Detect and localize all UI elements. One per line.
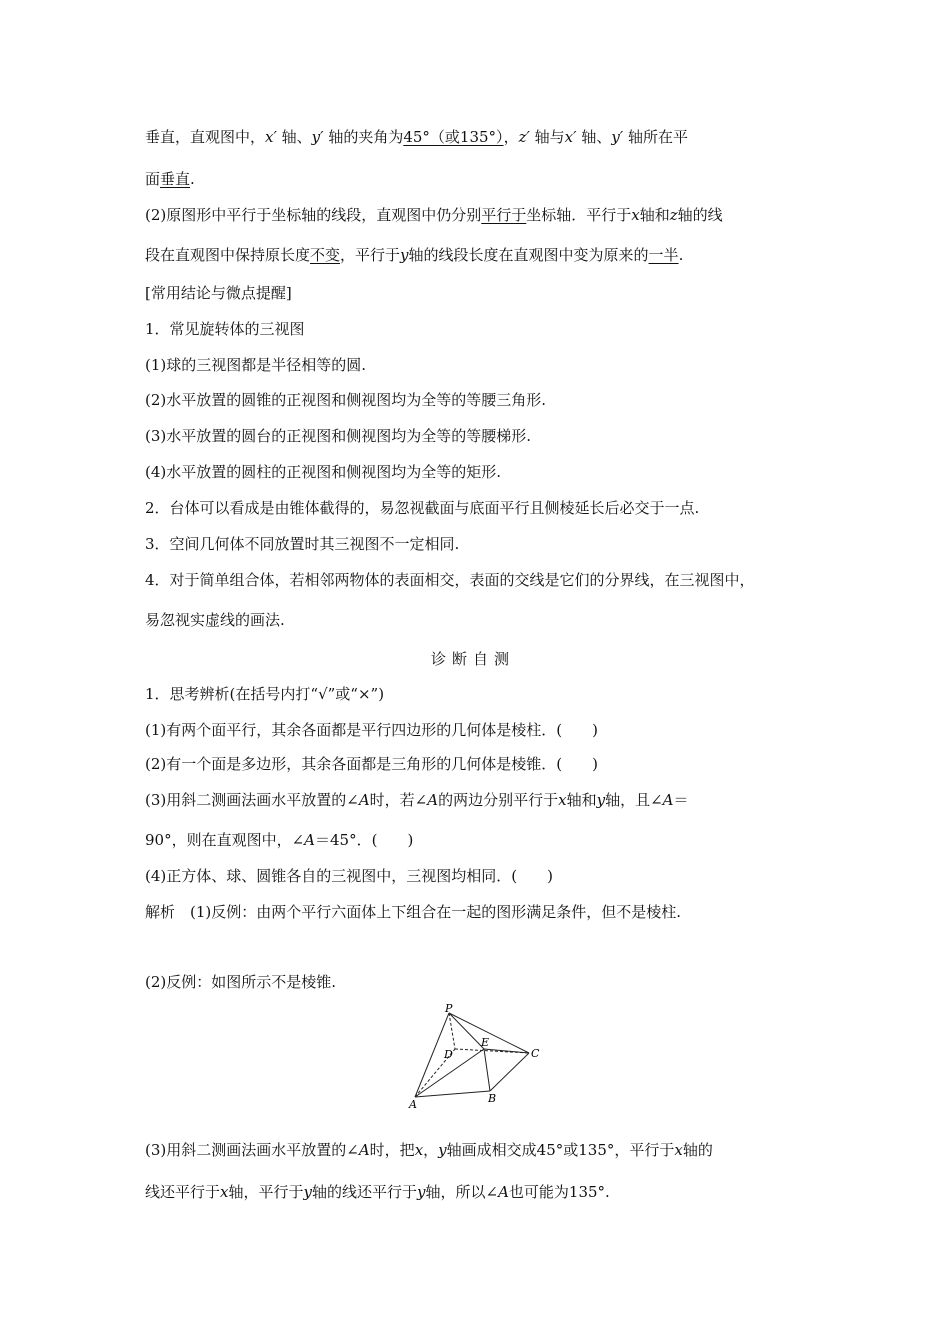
edge-eb [484,1049,490,1091]
text-line-22: (2)反例：如图所示不是棱锥. [145,973,337,991]
label-e: E [481,1036,490,1049]
text-line-8: (2)水平放置的圆锥的正视图和侧视图均为全等的等腰三角形. [145,391,547,409]
text-line-6: 1．常见旋转体的三视图 [145,320,305,338]
edge-ab [415,1091,490,1097]
text-line-21: 解析 (1)反例：由两个平行六面体上下组合在一起的图形满足条件，但不是棱柱. [145,903,682,921]
text-line-16: (1)有两个面平行，其余各面都是平行四边形的几何体是棱柱．( ) [145,721,598,739]
answer-perpendicular: 垂直 [160,170,191,188]
section-title-conclusions: [常用结论与微点提醒] [145,284,292,302]
text-line-2: 面垂直. [145,170,195,188]
section-heading-self-test: 诊断自测 [431,650,516,668]
text-line-20: (4)正方体、球、圆锥各自的三视图中，三视图均相同．( ) [145,867,553,885]
answer-angle: 45°（或135°） [403,128,504,146]
text-line-18: (3)用斜二测画法画水平放置的∠A时，若∠A的两边分别平行于x轴和y轴，且∠A＝ [145,791,689,809]
text-line-23: (3)用斜二测画法画水平放置的∠A时，把x，y轴画成相交成45°或135°，平行于x轴的 [145,1141,713,1159]
answer-half: 一半 [648,246,679,264]
text-line-4: 段在直观图中保持原长度不变，平行于y轴的线段长度在直观图中变为原来的一半. [145,246,684,264]
text-line-9: (3)水平放置的圆台的正视图和侧视图均为全等的等腰梯形. [145,427,532,445]
text-line-17: (2)有一个面是多边形，其余各面都是三角形的几何体是棱锥．( ) [145,755,598,773]
text-line-3: (2)原图形中平行于坐标轴的线段，直观图中仍分别平行于坐标轴．平行于x轴和z轴的线 [145,206,723,224]
text-line-7: (1)球的三视图都是半径相等的圆. [145,356,367,374]
label-c: C [531,1047,540,1060]
label-b: B [488,1092,497,1105]
label-p: P [445,1002,453,1015]
text-line-10: (4)水平放置的圆柱的正视图和侧视图均为全等的矩形. [145,463,502,481]
answer-unchanged: 不变 [310,246,341,264]
text-line-19: 90°，则在直观图中，∠A＝45°．( ) [145,831,414,849]
text-line-13: 4．对于简单组合体，若相邻两物体的表面相交，表面的交线是它们的分界线，在三视图中， [145,571,755,589]
edge-bc [490,1053,529,1091]
text-line-11: 2．台体可以看成是由锥体截得的，易忽视截面与底面平行且侧棱延长后必交于一点. [145,499,700,517]
text-line-14: 易忽视实虚线的画法. [145,611,285,629]
text-line-24: 线还平行于x轴，平行于y轴的线还平行于y轴，所以∠A也可能为135°. [145,1183,610,1201]
pyramid-figure [405,1002,550,1114]
text-line-1: 垂直，直观图中，x′ 轴、y′ 轴的夹角为45°（或135°），z′ 轴与x′ 轴、y′ 轴所在平 [145,128,688,146]
label-d: D [444,1048,453,1061]
label-a: A [409,1098,417,1111]
text-line-12: 3．空间几何体不同放置时其三视图不一定相同. [145,535,460,553]
answer-parallel: 平行于 [481,206,527,224]
text-line-15: 1．思考辨析(在括号内打“√”或“×”) [145,685,385,703]
